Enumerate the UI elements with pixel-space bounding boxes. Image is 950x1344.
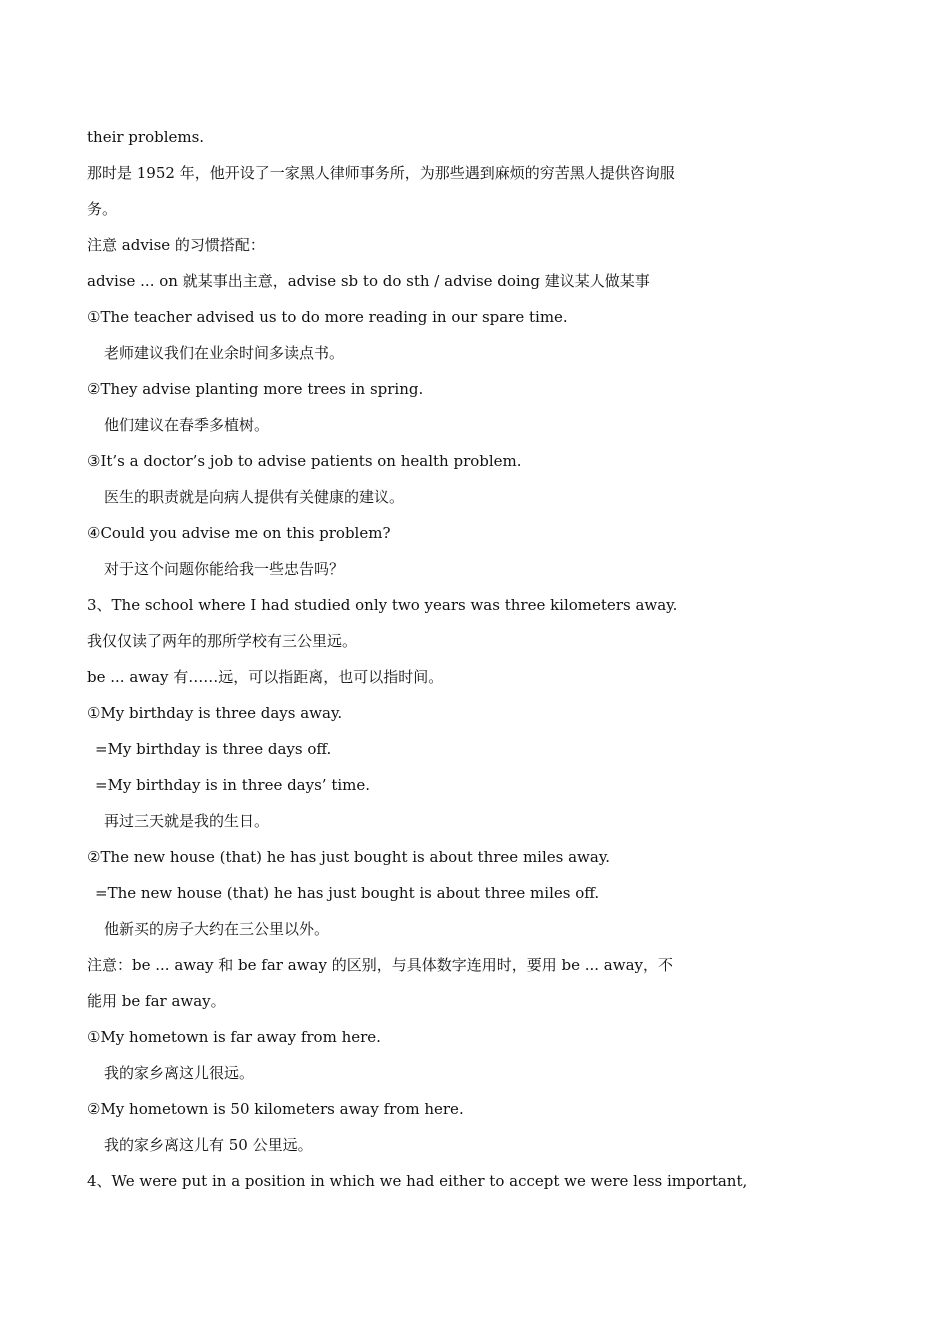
example-translation: 我的家乡离这儿很远。 [104, 1064, 255, 1082]
example-sentence: ②They advise planting more trees in spring. [87, 380, 424, 398]
example-translation: 老师建议我们在业余时间多读点书。 [104, 344, 345, 362]
example-sentence: ②The new house (that) he has just bought is about three miles away. [87, 848, 611, 866]
example-sentence: ④Could you advise me on this problem? [87, 524, 391, 542]
example-sentence: =My birthday is three days off. [95, 740, 332, 758]
text-line: 注意 advise 的习惯搭配： [87, 236, 265, 254]
example-translation: 他新买的房子大约在三公里以外。 [104, 920, 330, 938]
example-translation: 他们建议在春季多植树。 [104, 416, 270, 434]
text-line: 我仅仅读了两年的那所学校有三公里远。 [87, 632, 358, 650]
example-translation: 我的家乡离这儿有 50 公里远。 [104, 1136, 313, 1154]
example-sentence: ①My birthday is three days away. [87, 704, 343, 722]
example-translation: 对于这个问题你能给我一些忠告吗？ [104, 560, 345, 578]
example-sentence: ①The teacher advised us to do more reading in our spare time. [87, 308, 568, 326]
text-line: their problems. [87, 128, 205, 146]
text-line: 能用 be far away。 [87, 992, 226, 1010]
section-heading: 4、We were put in a position in which we had either to accept we were less important, [87, 1172, 748, 1190]
text-line: 务。 [87, 200, 118, 218]
example-sentence: ②My hometown is 50 kilometers away from here. [87, 1100, 464, 1118]
text-line: advise ... on 就某事出主意，advise sb to do sth / advise doing 建议某人做某事 [87, 272, 650, 290]
text-line: 那时是 1952 年，他开设了一家黑人律师事务所，为那些遇到麻烦的穷苦黑人提供咨询服 [87, 164, 675, 182]
example-sentence: ③It’s a doctor’s job to advise patients on health problem. [87, 452, 522, 470]
example-translation: 医生的职责就是向病人提供有关健康的建议。 [104, 488, 405, 506]
text-line: be ... away 有……远，可以指距离，也可以指时间。 [87, 668, 444, 686]
example-sentence: =My birthday is in three days’ time. [95, 776, 371, 794]
text-line: 注意：be ... away 和 be far away 的区别，与具体数字连用时，要用 be ... away，不 [87, 956, 673, 974]
example-sentence: ①My hometown is far away from here. [87, 1028, 381, 1046]
section-heading: 3、The school where I had studied only two years was three kilometers away. [87, 596, 678, 614]
example-translation: 再过三天就是我的生日。 [104, 812, 270, 830]
document-body [87, 119, 887, 1199]
example-sentence: =The new house (that) he has just bought is about three miles off. [95, 884, 600, 902]
